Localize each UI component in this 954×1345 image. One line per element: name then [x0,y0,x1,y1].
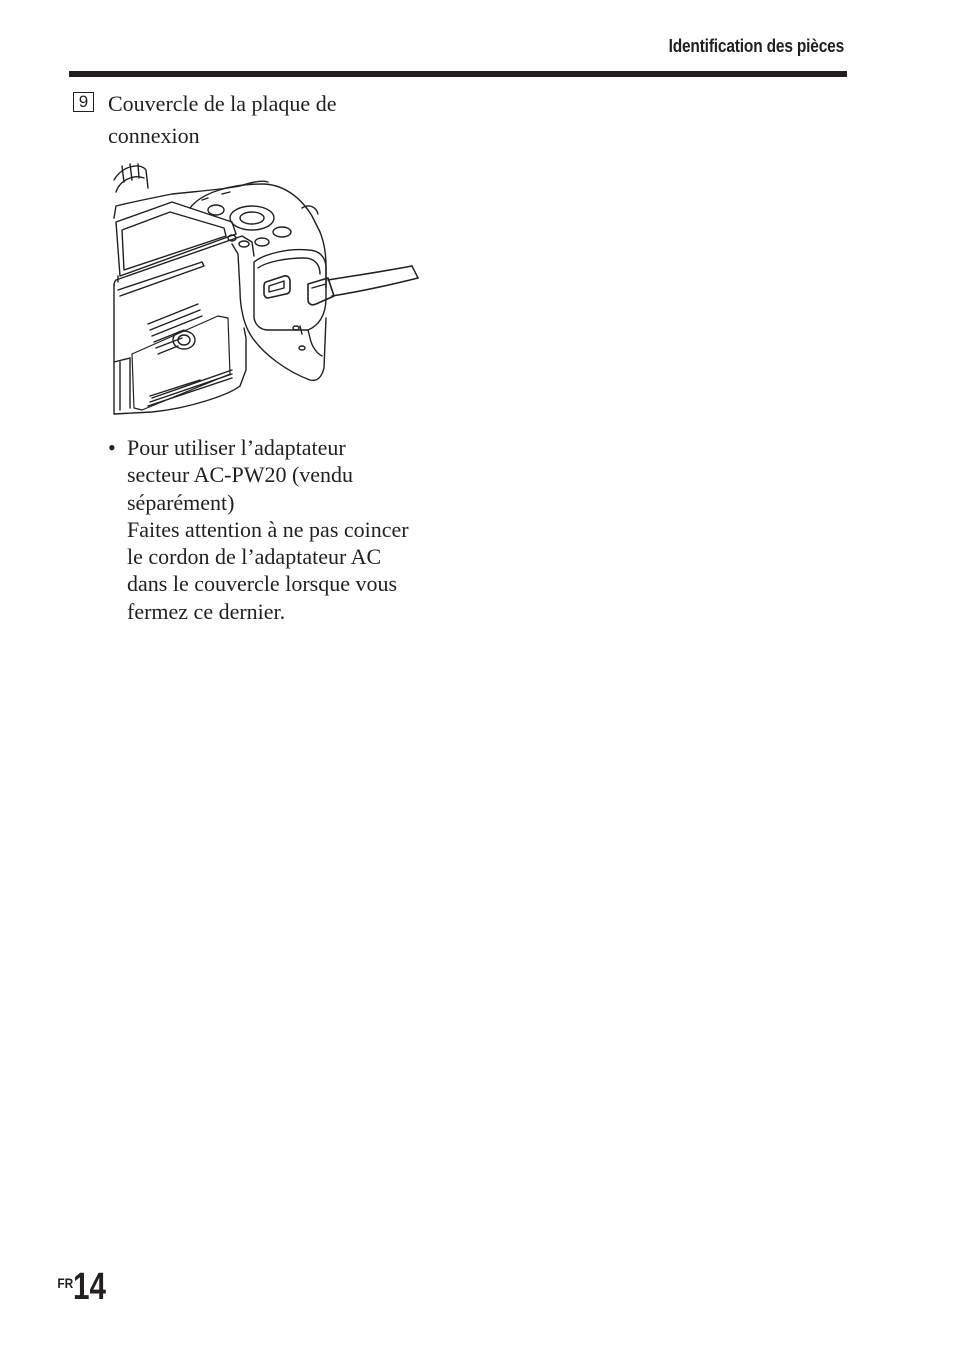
running-head-title: Identification des pièces [668,36,844,56]
note-line: le cordon de l’adaptateur AC [127,544,382,570]
note-line: Faites attention à ne pas coincer [127,516,409,542]
note-line: secteur AC-PW20 (vendu [127,462,354,488]
item-title-line-1: Couvercle de la plaque de [108,91,337,116]
folio-page-number: 14 [72,1266,106,1308]
camera-illustration-svg [112,158,422,416]
note-line: Pour utiliser l’adaptateur [127,435,346,460]
folio-language: FR [57,1275,74,1291]
item-number-box: 9 [73,92,94,112]
note-line: fermez ce dernier. [127,598,286,624]
item-title [108,88,408,152]
header-rule [69,71,847,77]
page-folio [56,1266,115,1309]
note-line: dans le couvercle lorsque vous [127,571,398,597]
note-line: séparément) [127,489,235,515]
item-title-line-2: connexion [108,123,200,148]
camera-connection-plate-illustration [112,158,422,416]
note-bullet: • [108,435,116,460]
usage-note [108,434,448,625]
note-text [127,434,448,625]
